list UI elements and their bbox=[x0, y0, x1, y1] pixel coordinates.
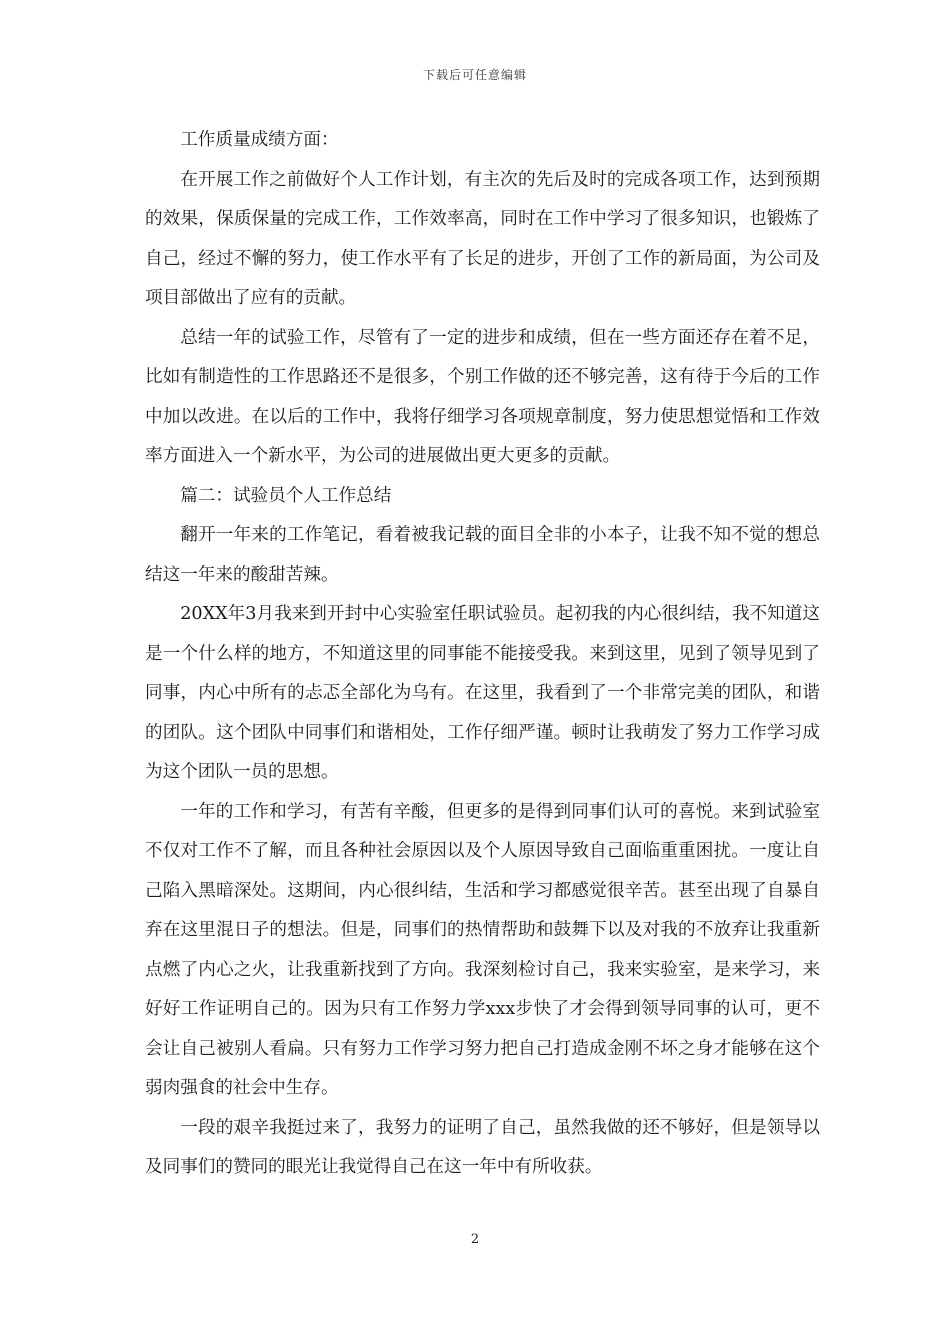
page-header: 下载后可任意编辑 bbox=[422, 68, 527, 82]
paragraph-arrival: 20XX年3月我来到开封中心实验室任职试验员。起初我的内心很纠结，我不知道这是一个什么样的地方，不知道这里的同事能不能接受我。来到这里，见到了领导见到了同事，内心中所有的忐忑全部化为乌有。在这里，我看到了一个非常完美的团队，和谐的团队。这个团队中同事们和谐相处，工作仔细严谨。顿时让我萌发了努力工作学习成为这个团队一员的思想。 bbox=[145, 604, 820, 782]
paragraph-work-and-study: 一年的工作和学习，有苦有辛酸，但更多的是得到同事们认可的喜悦。来到试验室不仅对工作不了解，而且各种社会原因以及个人原因导致自己面临重重困扰。一度让自己陷入黑暗深处。这期间，内心很纠结，生活和学习都感觉很辛苦。甚至出现了自暴自弃在这里混日子的想法。但是，同事们的热情帮助和鼓舞下以及对我的不放弃让我重新点燃了内心之火，让我重新找到了方向。我深刻检讨自己，我来实验室，是来学习，来好好工作证明自己的。因为只有工作努力学xxx步快了才会得到领导同事的认可，更不会让自己被别人看扁。只有努力工作学习努力把自己打造成金刚不坏之身才能够在这个弱肉强食的社会中生存。 bbox=[145, 801, 820, 1098]
section-heading-part-two: 篇二：试验员个人工作总结 bbox=[180, 485, 392, 506]
paragraph-hardship: 一段的艰辛我挺过来了，我努力的证明了自己，虽然我做的还不够好，但是领导以及同事们的赞同的眼光让我觉得自己在这一年中有所收获。 bbox=[145, 1117, 820, 1177]
page-number: 2 bbox=[470, 1232, 480, 1247]
paragraph-work-plan: 在开展工作之前做好个人工作计划，有主次的先后及时的完成各项工作，达到预期的效果，保质保量的完成工作，工作效率高，同时在工作中学习了很多知识，也锻炼了自己，经过不懈的努力，使工作水平有了长足的进步，开创了工作的新局面，为公司及项目部做出了应有的贡献。 bbox=[145, 169, 820, 308]
document-body bbox=[145, 121, 820, 1188]
paragraph-year-summary: 总结一年的试验工作，尽管有了一定的进步和成绩，但在一些方面还存在着不足，比如有制造性的工作思路还不是很多，个别工作做的还不够完善，这有待于今后的工作中加以改进。在以后的工作中，我将仔细学习各项规章制度，努力使思想觉悟和工作效率方面进入一个新水平，为公司的进展做出更大更多的贡献。 bbox=[145, 327, 820, 466]
paragraph-notebook: 翻开一年来的工作笔记，看着被我记载的面目全非的小本子，让我不知不觉的想总结这一年来的酸甜苦辣。 bbox=[145, 525, 820, 585]
section-heading-quality: 工作质量成绩方面： bbox=[180, 130, 339, 150]
